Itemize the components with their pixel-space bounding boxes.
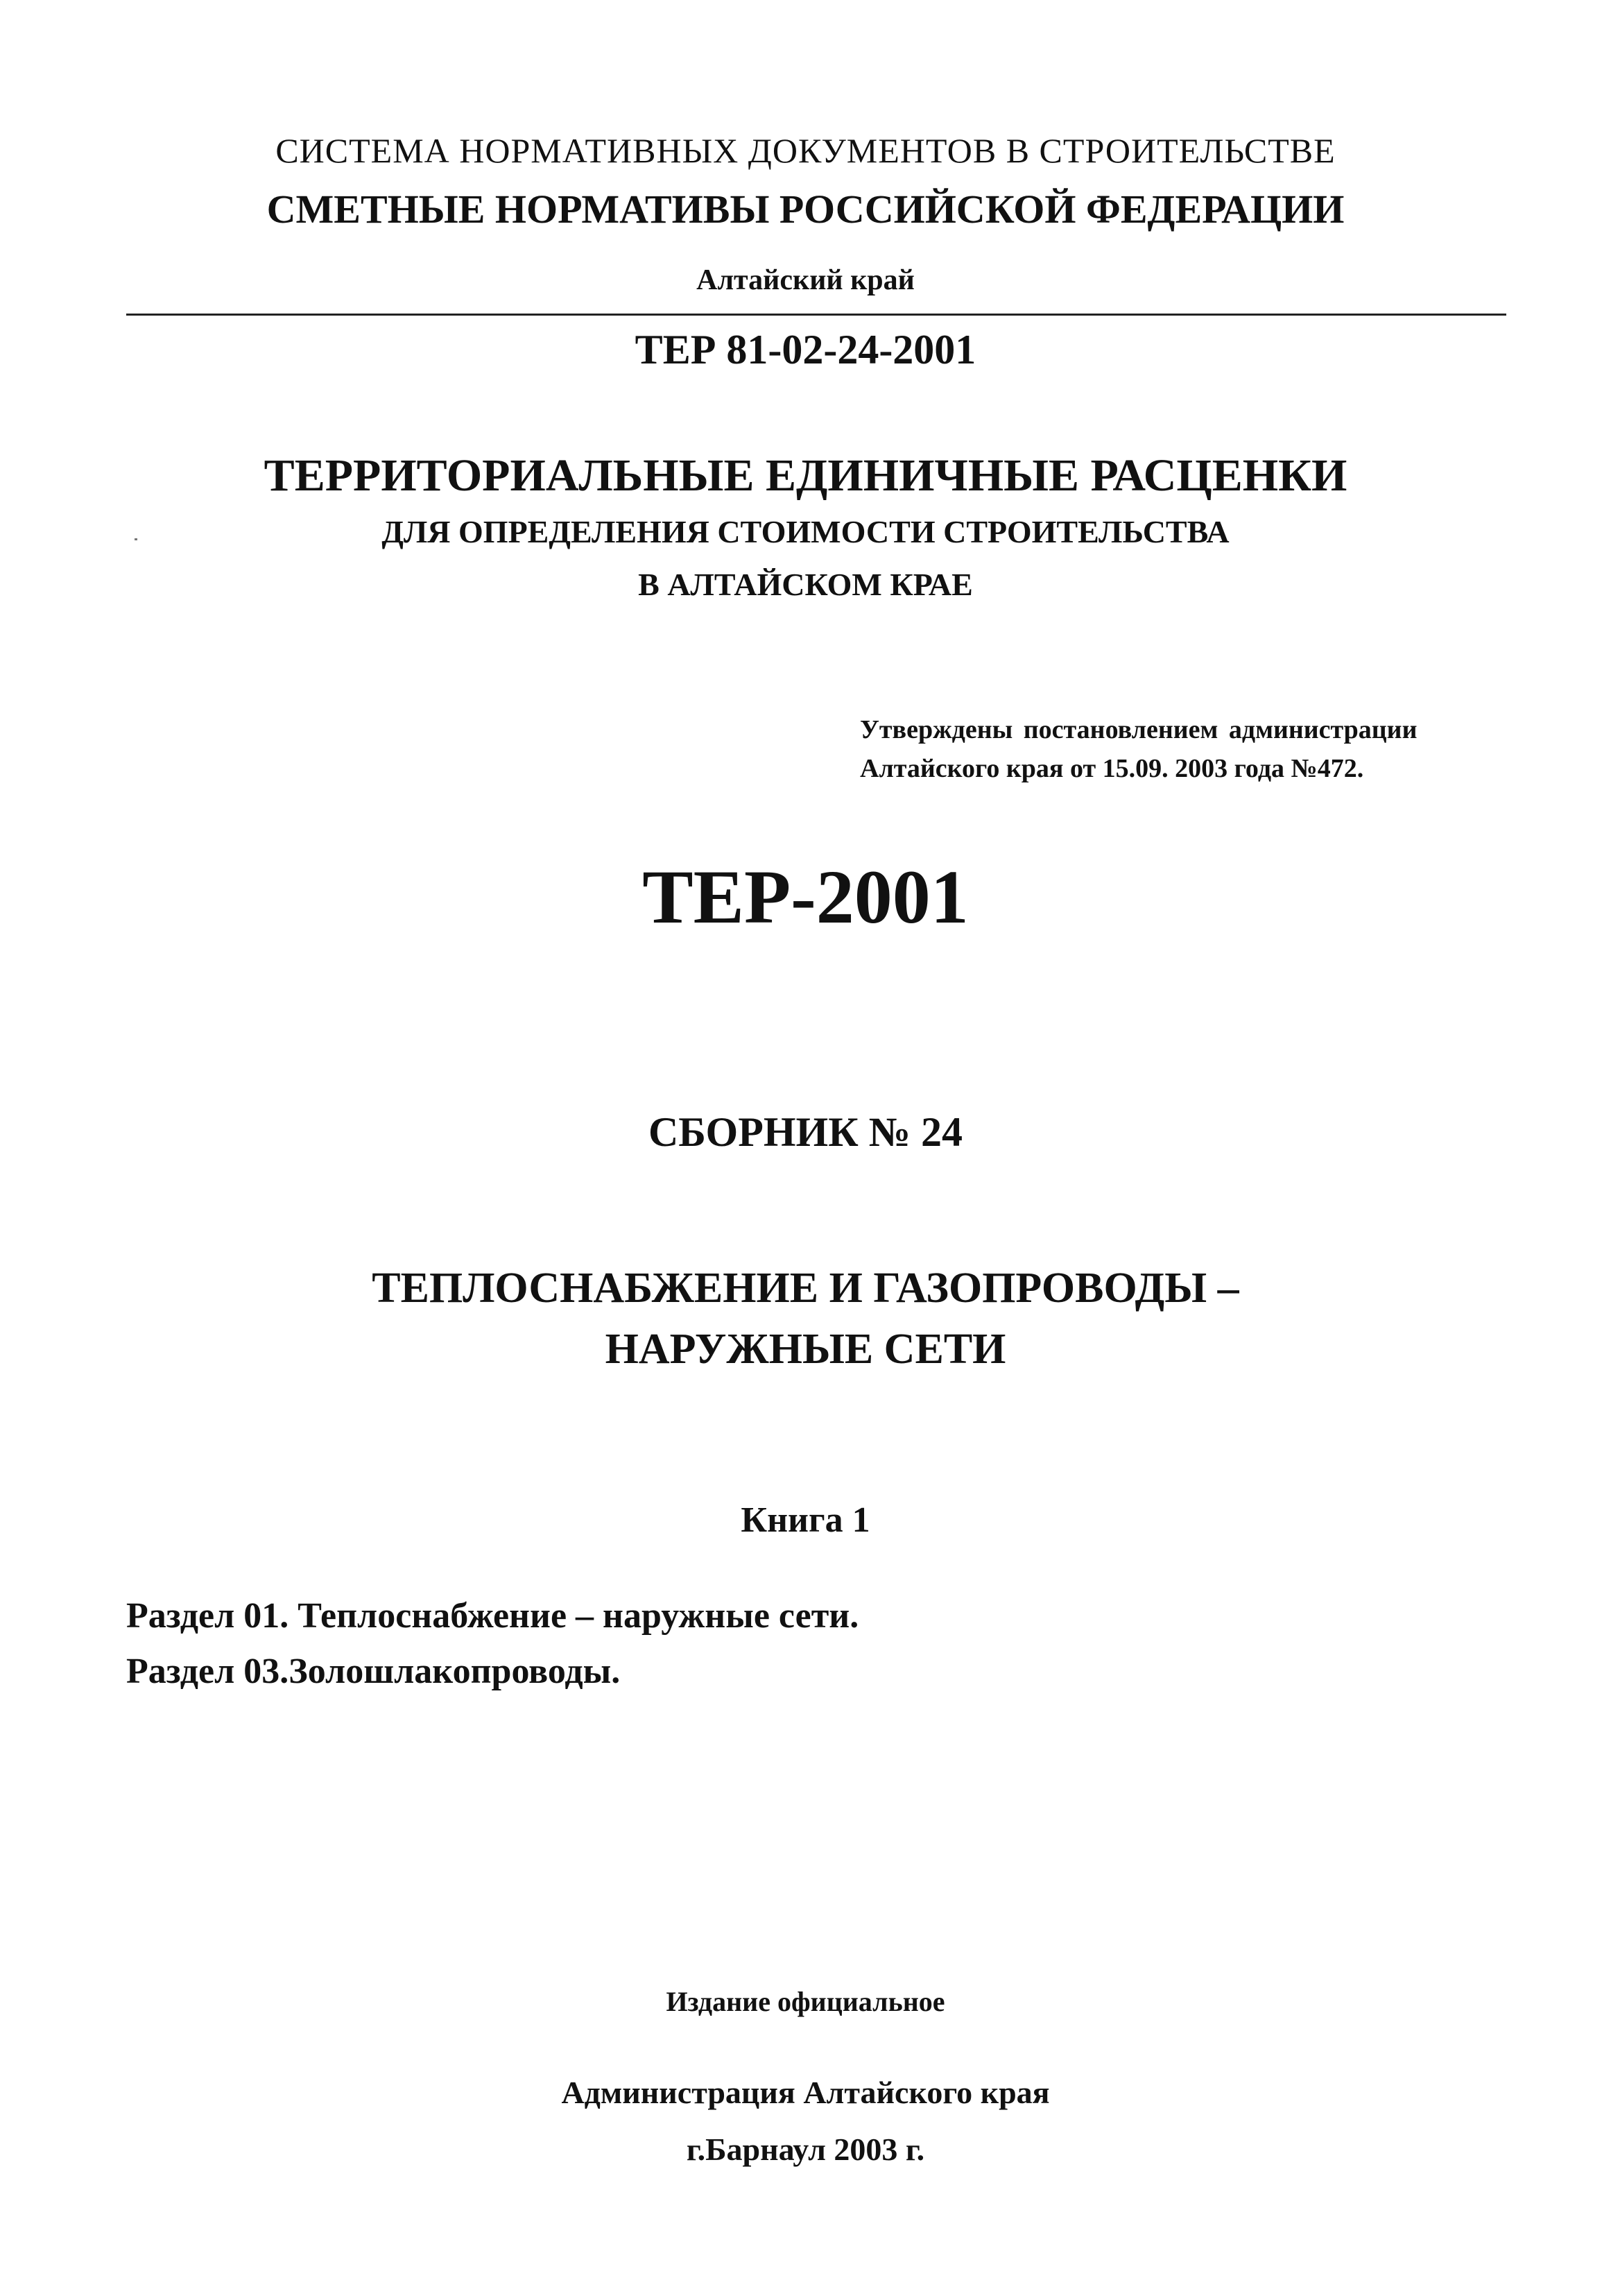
edition-label: Издание официальное [666,1986,945,2017]
system-title: СИСТЕМА НОРМАТИВНЫХ ДОКУМЕНТОВ В СТРОИТЕЛЬСТВЕ [275,131,1336,170]
book-label: Книга 1 [741,1500,870,1540]
subtitle-line-2: В АЛТАЙСКОМ КРАЕ [638,567,973,602]
section-title-line-1: ТЕПЛОСНАБЖЕНИЕ И ГАЗОПРОВОДЫ – [372,1265,1239,1312]
header-divider [126,314,1506,316]
city-year: г.Барнаул 2003 г. [686,2132,925,2167]
collection-number: СБОРНИК № 24 [648,1109,963,1155]
ter-label: ТЕР-2001 [642,855,969,939]
region-label: Алтайский край [696,264,915,296]
approval-line-2: Алтайского края от 15.09. 2003 года №472. [860,754,1364,783]
norms-title: СМЕТНЫЕ НОРМАТИВЫ РОССИЙСКОЙ ФЕДЕРАЦИИ [266,187,1345,232]
scan-speck [135,538,137,540]
part-item: Раздел 03.Золошлакопроводы. [126,1652,621,1691]
approval-line-1: Утверждены постановлением администрации [860,715,1418,744]
document-code: ТЕР 81-02-24-2001 [635,327,976,372]
publisher: Администрация Алтайского края [561,2075,1050,2110]
section-title-line-2: НАРУЖНЫЕ СЕТИ [605,1326,1006,1373]
main-title: ТЕРРИТОРИАЛЬНЫЕ ЕДИНИЧНЫЕ РАСЦЕНКИ [264,450,1347,501]
part-item: Раздел 01. Теплоснабжение – наружные сети. [126,1596,859,1636]
subtitle-line-1: ДЛЯ ОПРЕДЕЛЕНИЯ СТОИМОСТИ СТРОИТЕЛЬСТВА [381,514,1230,549]
